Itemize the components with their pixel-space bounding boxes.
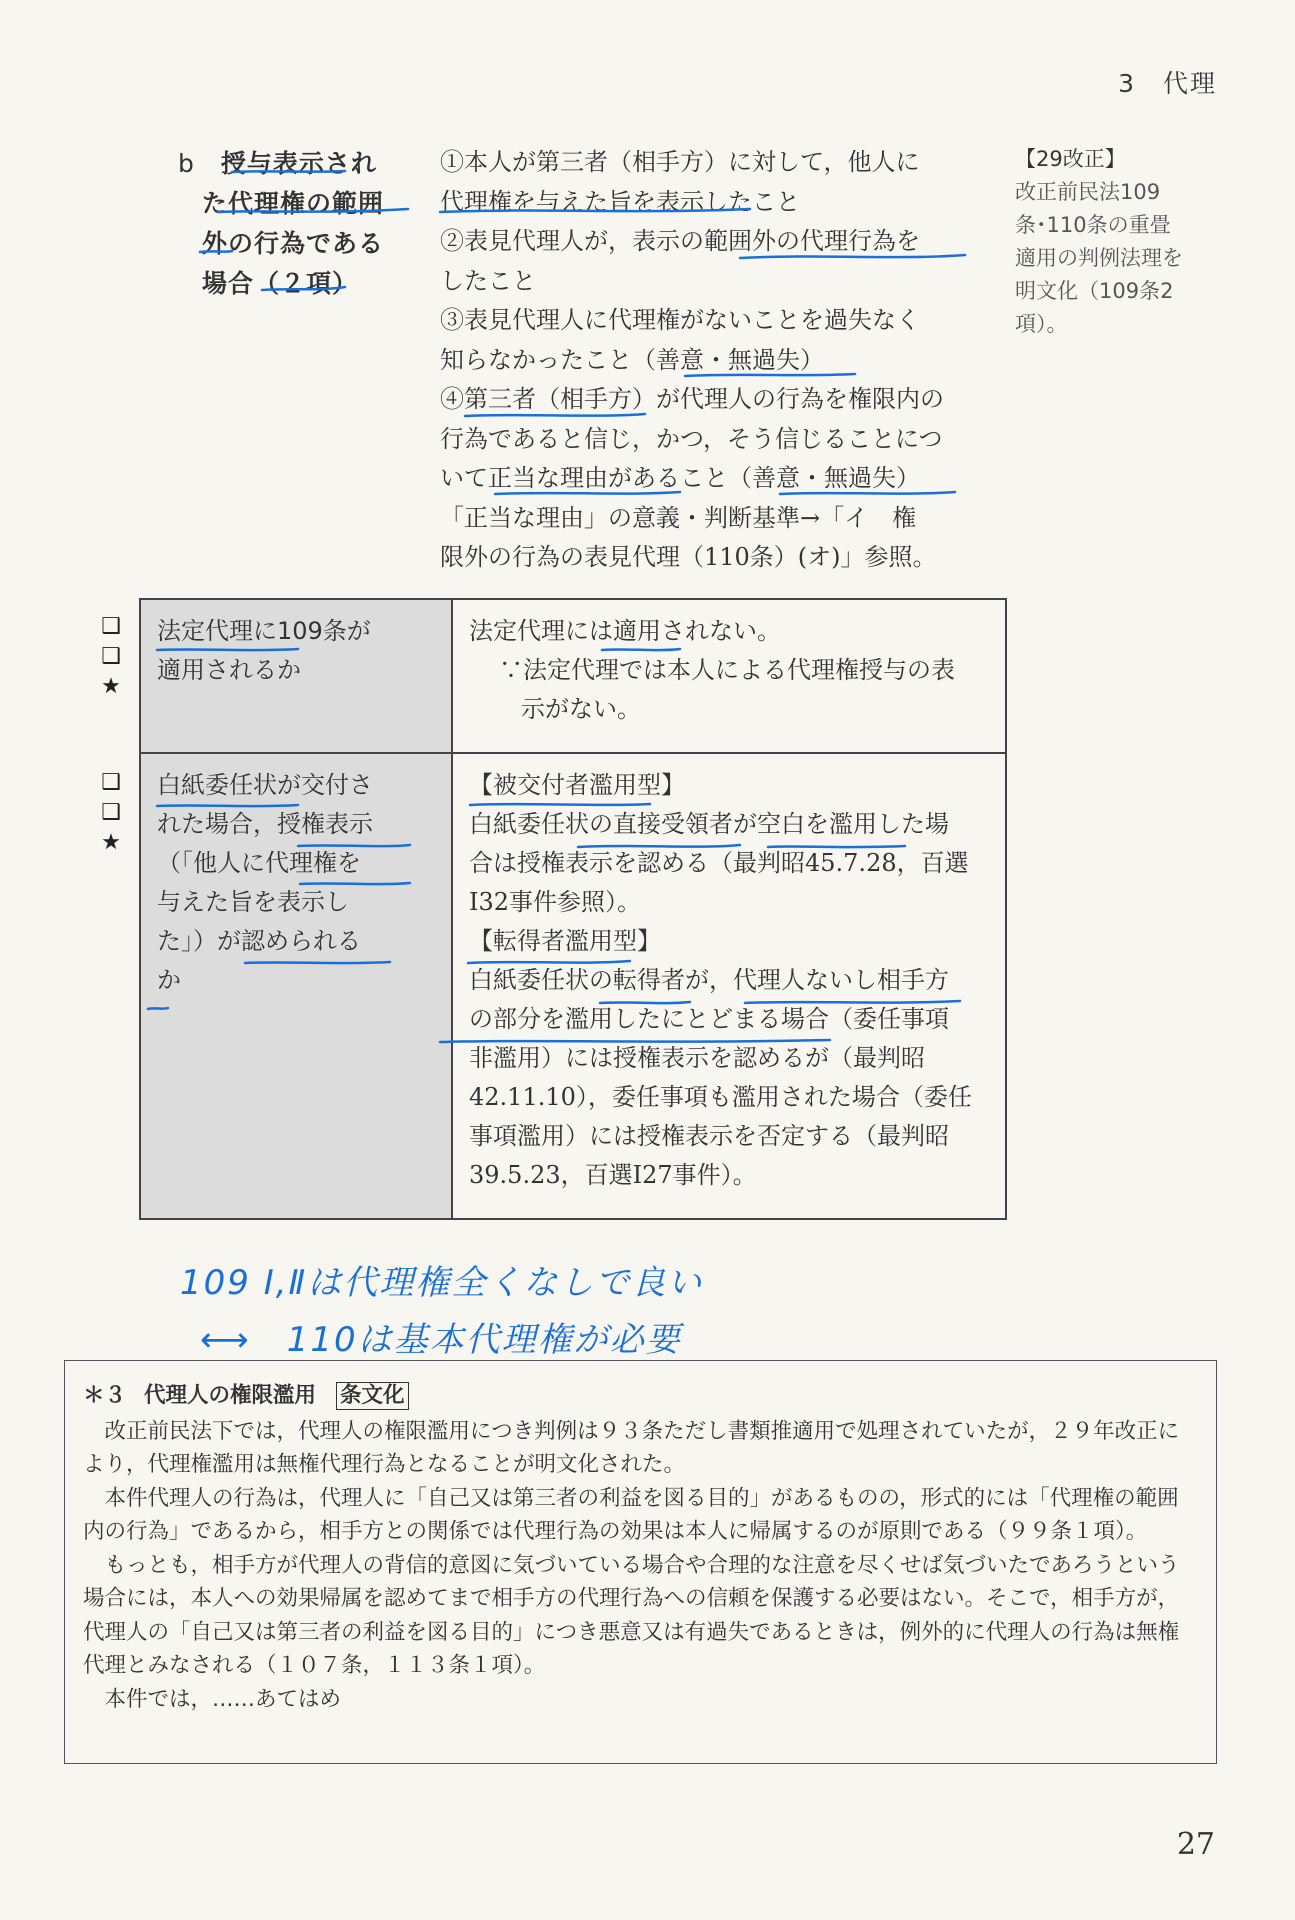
requirement-line: 代理権を与えた旨を表示したこと	[440, 187, 800, 216]
review-checkboxes-row-2	[96, 768, 126, 858]
question-cell	[140, 599, 452, 753]
answer-line: 非濫用）には授権表示を認めるが（最判昭	[469, 1044, 925, 1072]
requirement-line: 知らなかったこと（善意・無過失）	[440, 345, 824, 374]
running-header: 3 代理	[1118, 69, 1217, 98]
answer-cell	[452, 753, 1006, 1219]
answer-line: ∵法定代理では本人による代理権授与の表	[499, 656, 955, 684]
margin-note-line: 改正前民法109	[1015, 180, 1161, 204]
answer-line: の部分を濫用したにとどまる場合（委任事項	[469, 1005, 949, 1033]
requirement-line: ①本人が第三者（相手方）に対して，他人に	[440, 148, 920, 176]
review-checkboxes-row-1	[96, 612, 126, 702]
margin-note-tag: 【29改正】	[1015, 147, 1126, 171]
answer-line: 42.11.10），委任事項も濫用された場合（委任	[469, 1083, 972, 1111]
box-paragraph: もっとも，相手方が代理人の背信的意図に気づいている場合や合理的な注意を尽くせば気づいたであろうという場合には，本人への効果帰属を認めてまで相手方の代理行為への信頼を保護する必要はない。そこで，相手方が，代理人の「自己又は第三者の利益を図る目的」につき悪意又は有過失であるときは，例外的に代理人の行為は無権代理とみなされる（１０７条，１１３条１項）。	[83, 1552, 1180, 1678]
question-cell	[140, 753, 452, 1219]
question-line: （「他人に代理権を	[157, 849, 361, 877]
question-line: か	[157, 966, 181, 994]
question-line: 与えた旨を表示し	[157, 888, 349, 916]
section-b-label: b	[178, 149, 195, 178]
answer-line: 合は授権表示を認める（最判昭45.7.28，百選	[469, 849, 969, 877]
question-line: 法定代理に109条が	[157, 617, 371, 645]
requirement-line: ②表見代理人が，表示の範囲外の代理行為を	[440, 227, 920, 255]
margin-note	[1015, 143, 1215, 341]
answer-line: 白紙委任状の直接受領者が空白を濫用した場	[469, 810, 949, 838]
question-line: れた場合，授権表示	[157, 810, 373, 838]
handwritten-note-2: ⟷ 110は基本代理権が必要	[200, 1320, 682, 1360]
section-b-heading-line-3: 外の行為である	[202, 229, 385, 258]
margin-note-line: 条･110条の重畳	[1015, 213, 1171, 237]
question-line: 白紙委任状が交付さ	[157, 771, 373, 799]
handwritten-note-1: 109 Ⅰ,Ⅱは代理権全くなしで良い	[180, 1263, 704, 1303]
checkbox-icon[interactable]: ❑	[101, 644, 121, 669]
qa-table	[139, 598, 1007, 1220]
requirement-line: 行為であると信じ，かつ，そう信じることにつ	[440, 424, 943, 453]
section-b-heading-text: 授与表示され	[220, 149, 377, 178]
checkbox-icon[interactable]: ❑	[101, 614, 121, 639]
requirement-line: ③表見代理人に代理権がないことを過失なく	[440, 306, 920, 334]
answer-line: Ⅰ32事件参照）。	[469, 888, 642, 916]
box-title	[83, 1379, 1198, 1413]
table-row	[140, 753, 1006, 1219]
section-b-heading	[178, 144, 418, 304]
section-b-body	[440, 143, 1005, 578]
checkbox-icon[interactable]: ❑	[101, 800, 121, 825]
answer-line: 白紙委任状の転得者が，代理人ないし相手方	[469, 966, 949, 994]
margin-note-line: 適用の判例法理を	[1015, 246, 1183, 270]
requirement-line: いて正当な理由があること（善意・無過失）	[440, 464, 920, 492]
question-line: 適用されるか	[157, 656, 301, 684]
question-line: た」）が認められる	[157, 927, 361, 955]
section-b-heading-line-4: 場合（２項）	[202, 269, 359, 298]
page-number: 27	[1176, 1827, 1215, 1862]
answer-cell	[452, 599, 1006, 753]
section-b-heading-line-1	[178, 144, 418, 184]
answer-line: 【転得者濫用型】	[469, 927, 661, 955]
requirement-line: ④第三者（相手方）が代理人の行為を権限内の	[440, 385, 944, 413]
margin-note-line: 明文化（109条2	[1015, 279, 1174, 303]
checkbox-icon[interactable]: ❑	[101, 770, 121, 795]
section-b-heading-line-2: た代理権の範囲	[202, 189, 385, 218]
box-paragraph: 本件では，……あてはめ	[104, 1686, 342, 1712]
answer-line: 39.5.23，百選Ⅰ27事件）。	[469, 1161, 757, 1189]
box-tag: 条文化	[336, 1382, 409, 1410]
answer-line: 法定代理には適用されない。	[469, 617, 781, 645]
star-icon: ★	[101, 674, 121, 699]
commentary-box	[64, 1360, 1217, 1764]
box-paragraph: 本件代理人の行為は，代理人に「自己又は第三者の利益を図る目的」があるものの，形式的には「代理権の範囲内の行為」であるから，相手方との関係では代理行為の効果は本人に帰属するのが原則である（９９条１項）。	[83, 1485, 1179, 1544]
box-title-text: 代理人の権限濫用	[144, 1383, 317, 1408]
answer-line: 【被交付者濫用型】	[469, 771, 685, 799]
answer-line: 事項濫用）には授権表示を否定する（最判昭	[469, 1122, 949, 1150]
requirement-line: 「正当な理由」の意義・判断基準→「イ 権	[440, 503, 917, 532]
table-row	[140, 599, 1006, 753]
star-icon: ★	[101, 830, 121, 855]
box-paragraph: 改正前民法下では，代理人の権限濫用につき判例は９３条ただし書類推適用で処理されていたが，２９年改正により，代理権濫用は無権代理行為となることが明文化された。	[83, 1418, 1180, 1477]
answer-line: 示がない。	[521, 695, 641, 723]
requirement-line: したこと	[440, 266, 536, 295]
box-star-number: ＊３	[83, 1383, 127, 1408]
margin-note-line: 項）。	[1015, 312, 1068, 336]
requirement-line: 限外の行為の表見代理（110条）(オ)」参照。	[440, 543, 937, 571]
